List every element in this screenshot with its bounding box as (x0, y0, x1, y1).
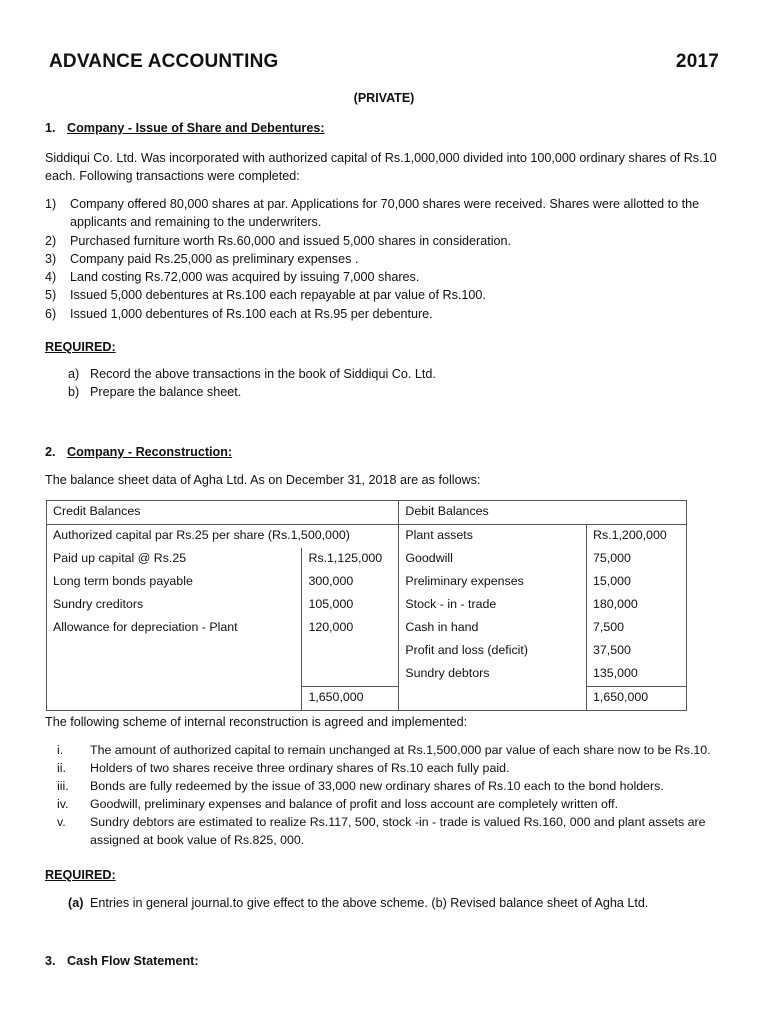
credit-total: 1,650,000 (302, 687, 399, 711)
list-item: 5) Issued 5,000 debentures at Rs.100 each repayable at par value of Rs.100. (45, 288, 486, 303)
list-item: i. The amount of authorized capital to remain unchanged at Rs.1,500,000 par value of each share now to be Rs.10. (57, 743, 711, 757)
q1-required-list (68, 365, 728, 402)
q2-required-text: (a) Entries in general journal.to give effect to the above scheme. (b) Revised balance sheet of Agha Ltd. (68, 894, 728, 912)
table-row: Allowance for depreciation - Plant 120,000 Cash in hand 7,500 (47, 617, 687, 640)
list-item: iv. Goodwill, preliminary expenses and balance of profit and loss account are completely written off. (57, 796, 619, 811)
q2-title: Company - Reconstruction: (67, 445, 233, 459)
balance-sheet-table (46, 500, 687, 711)
table-row: Profit and loss (deficit) 37,500 (47, 640, 687, 663)
q3-title: Cash Flow Statement: (67, 954, 199, 968)
list-item: b) Prepare the balance sheet. (68, 385, 242, 400)
debit-balances-header: Debit Balances (399, 501, 687, 525)
table-header-row (47, 501, 687, 525)
q1-required-label: REQUIRED: (45, 340, 116, 354)
q1-title: Company - Issue of Share and Debentures: (67, 121, 325, 135)
q1-heading (45, 119, 728, 137)
q2-scheme-intro: The following scheme of internal reconstruction is agreed and implemented: (45, 715, 468, 729)
table-row: Sundry debtors 135,000 (47, 663, 687, 687)
q1-intro-line-1: Siddiqui Co. Ltd. Was incorporated with authorized capital of Rs.1,000,000 divided into 100,000 ordinary shares of Rs.10 (45, 151, 717, 165)
authorized-capital-cell: Authorized capital par Rs.25 per share (Rs.1,500,000) (47, 525, 399, 549)
table-row: Sundry creditors 105,000 Stock - in - trade 180,000 (47, 594, 687, 617)
q1-transactions-list (45, 195, 728, 323)
list-item: iii. Bonds are fully redeemed by the issue of 33,000 new ordinary shares of Rs.10 each to the bond holders. (57, 778, 664, 793)
q2-scheme-list (47, 742, 728, 850)
q1-number: 1. (45, 121, 56, 135)
list-item: a) Record the above transactions in the book of Siddiqui Co. Ltd. (68, 367, 436, 381)
page-title: ADVANCE ACCOUNTING (49, 51, 279, 72)
list-item: ii. Holders of two shares receive three ordinary shares of Rs.10 each fully paid. (57, 760, 510, 775)
q3-number: 3. (45, 954, 56, 968)
credit-balances-header: Credit Balances (47, 501, 399, 525)
page-header (49, 48, 719, 76)
q2-required-label: REQUIRED: (45, 868, 116, 882)
list-item: 1) Company offered 80,000 shares at par. Applications for 70,000 shares were received. Shares were allotted to the applicants and remaining to the underwriters. (45, 197, 700, 230)
table-row: Paid up capital @ Rs.25 Rs.1,125,000 Goodwill 75,000 (47, 548, 687, 571)
q2-intro: The balance sheet data of Agha Ltd. As on December 31, 2018 are as follows: (45, 473, 481, 487)
table-row: Long term bonds payable 300,000 Preliminary expenses 15,000 (47, 571, 687, 594)
list-item: 2) Purchased furniture worth Rs.60,000 and issued 5,000 shares in consideration. (45, 233, 512, 248)
q2-number: 2. (45, 445, 56, 459)
debit-total: 1,650,000 (587, 687, 687, 711)
q2-heading (45, 443, 728, 461)
table-total-row (47, 687, 687, 711)
list-item: 3) Company paid Rs.25,000 as preliminary expenses . (45, 251, 359, 266)
table-row: Authorized capital par Rs.25 per share (Rs.1,500,000) Plant assets Rs.1,200,000 (47, 525, 687, 549)
q1-intro (45, 149, 728, 186)
exam-year: 2017 (675, 51, 719, 72)
list-item: 6) Issued 1,000 debentures of Rs.100 each at Rs.95 per debenture. (45, 306, 433, 321)
q1-intro-line-2: each. Following transactions were completed: (45, 169, 300, 184)
page-subtitle: (PRIVATE) (353, 91, 415, 105)
q2-required-marker: (a) (68, 896, 84, 910)
q3-heading (45, 952, 728, 970)
list-item: 4) Land costing Rs.72,000 was acquired by issuing 7,000 shares. (45, 270, 420, 284)
list-item: v. Sundry debtors are estimated to realize Rs.117, 500, stock -in - trade is valued Rs.160, 000 and plant assets are assigned at book value of Rs.825, 000. (57, 814, 706, 847)
